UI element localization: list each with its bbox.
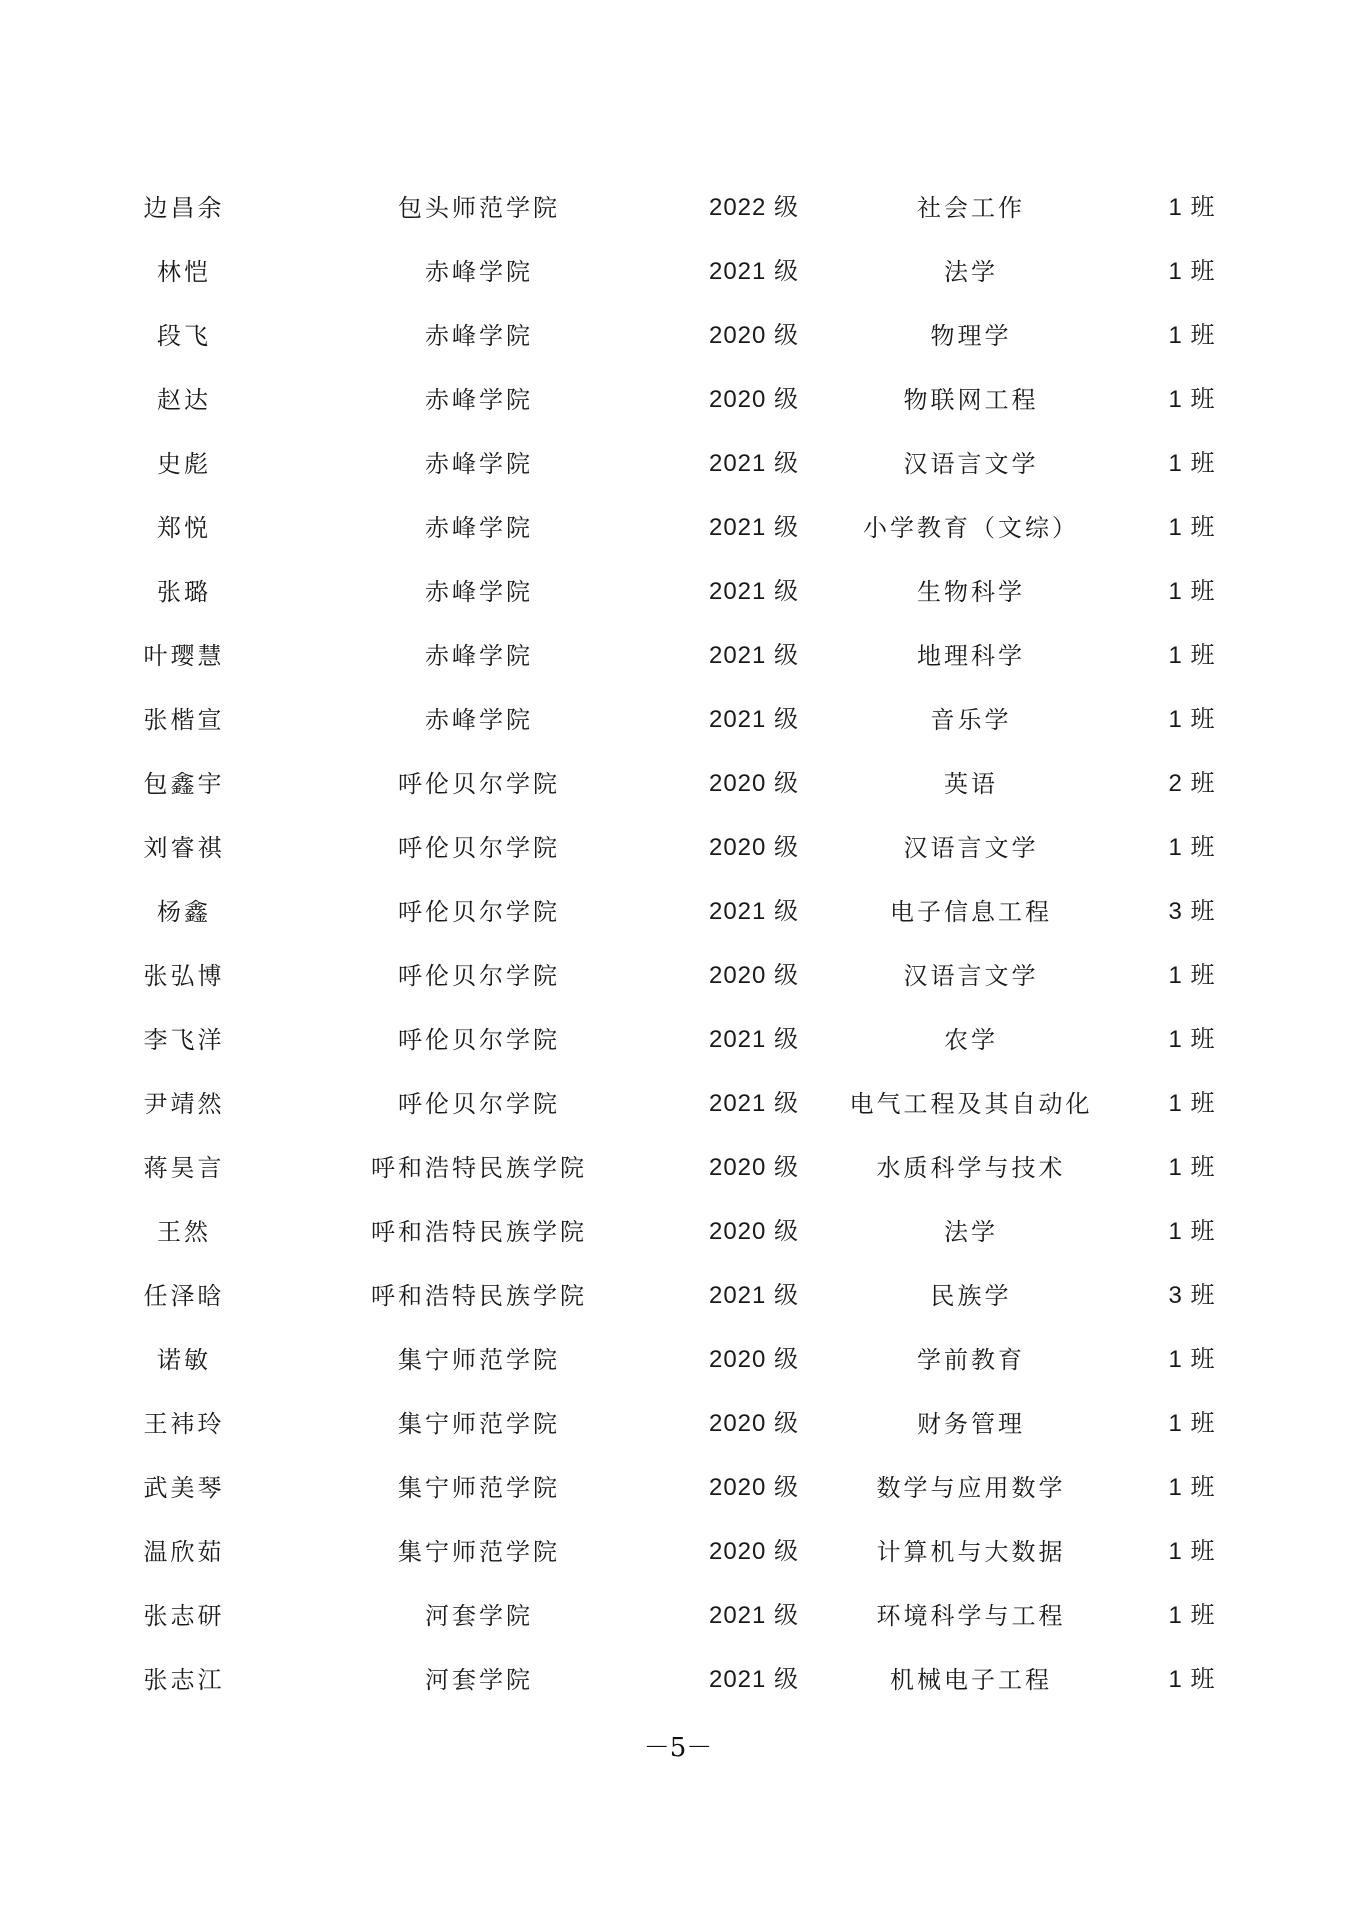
student-name: 张弘博 xyxy=(143,962,225,990)
school-name: 呼伦贝尔学院 xyxy=(398,962,560,990)
grade-year: 2020 级 xyxy=(708,1218,800,1245)
major-name: 英语 xyxy=(944,770,998,798)
school-name: 呼伦贝尔学院 xyxy=(398,770,560,798)
school-name: 包头师范学院 xyxy=(398,194,560,222)
student-name: 李飞洋 xyxy=(143,1026,225,1054)
major-name: 农学 xyxy=(944,1026,998,1054)
major-name: 数学与应用数学 xyxy=(876,1474,1066,1502)
major-name: 机械电子工程 xyxy=(890,1666,1052,1694)
grade-year: 2020 级 xyxy=(708,962,800,989)
class-number: 1 班 xyxy=(1168,322,1216,349)
major-name: 生物科学 xyxy=(917,578,1025,606)
table-row xyxy=(0,1520,1357,1584)
class-number: 1 班 xyxy=(1168,642,1216,669)
student-name: 边昌余 xyxy=(143,194,225,222)
student-name: 张璐 xyxy=(157,578,211,606)
major-name: 小学教育（文综） xyxy=(863,514,1079,542)
school-name: 赤峰学院 xyxy=(425,258,533,286)
student-name: 刘睿祺 xyxy=(143,834,225,862)
table-row xyxy=(0,1648,1357,1712)
school-name: 呼伦贝尔学院 xyxy=(398,898,560,926)
class-number: 1 班 xyxy=(1168,1474,1216,1501)
school-name: 集宁师范学院 xyxy=(398,1474,560,1502)
school-name: 呼和浩特民族学院 xyxy=(371,1218,587,1246)
school-name: 河套学院 xyxy=(425,1666,533,1694)
school-name: 赤峰学院 xyxy=(425,642,533,670)
table-row xyxy=(0,1008,1357,1072)
table-row xyxy=(0,1264,1357,1328)
grade-year: 2020 级 xyxy=(708,834,800,861)
grade-year: 2021 级 xyxy=(708,706,800,733)
student-name: 温欣茹 xyxy=(143,1538,225,1566)
student-name: 张楷宣 xyxy=(143,706,225,734)
school-name: 赤峰学院 xyxy=(425,386,533,414)
grade-year: 2021 级 xyxy=(708,1026,800,1053)
school-name: 呼伦贝尔学院 xyxy=(398,1026,560,1054)
major-name: 电气工程及其自动化 xyxy=(849,1090,1093,1118)
student-name: 赵达 xyxy=(157,386,211,414)
grade-year: 2021 级 xyxy=(708,514,800,541)
grade-year: 2021 级 xyxy=(708,1090,800,1117)
school-name: 呼和浩特民族学院 xyxy=(371,1154,587,1182)
major-name: 地理科学 xyxy=(917,642,1025,670)
grade-year: 2021 级 xyxy=(708,642,800,669)
class-number: 1 班 xyxy=(1168,1410,1216,1437)
table-row xyxy=(0,304,1357,368)
class-number: 1 班 xyxy=(1168,706,1216,733)
major-name: 计算机与大数据 xyxy=(876,1538,1066,1566)
major-name: 社会工作 xyxy=(917,194,1025,222)
grade-year: 2020 级 xyxy=(708,1154,800,1181)
class-number: 1 班 xyxy=(1168,258,1216,285)
table-row xyxy=(0,1200,1357,1264)
class-number: 1 班 xyxy=(1168,1666,1216,1693)
table-row xyxy=(0,560,1357,624)
class-number: 1 班 xyxy=(1168,1538,1216,1565)
school-name: 集宁师范学院 xyxy=(398,1346,560,1374)
class-number: 3 班 xyxy=(1168,1282,1216,1309)
school-name: 集宁师范学院 xyxy=(398,1410,560,1438)
major-name: 财务管理 xyxy=(917,1410,1025,1438)
student-name: 郑悦 xyxy=(157,514,211,542)
major-name: 电子信息工程 xyxy=(890,898,1052,926)
table-row xyxy=(0,752,1357,816)
major-name: 物理学 xyxy=(930,322,1012,350)
class-number: 1 班 xyxy=(1168,834,1216,861)
student-name: 包鑫宇 xyxy=(143,770,225,798)
major-name: 法学 xyxy=(944,258,998,286)
grade-year: 2022 级 xyxy=(708,194,800,221)
school-name: 赤峰学院 xyxy=(425,578,533,606)
class-number: 1 班 xyxy=(1168,194,1216,221)
grade-year: 2021 级 xyxy=(708,258,800,285)
school-name: 赤峰学院 xyxy=(425,706,533,734)
major-name: 环境科学与工程 xyxy=(876,1602,1066,1630)
student-name: 张志研 xyxy=(143,1602,225,1630)
major-name: 水质科学与技术 xyxy=(876,1154,1066,1182)
class-number: 1 班 xyxy=(1168,1090,1216,1117)
school-name: 集宁师范学院 xyxy=(398,1538,560,1566)
grade-year: 2020 级 xyxy=(708,1346,800,1373)
student-name: 杨鑫 xyxy=(157,898,211,926)
class-number: 1 班 xyxy=(1168,1026,1216,1053)
grade-year: 2021 级 xyxy=(708,898,800,925)
class-number: 1 班 xyxy=(1168,1346,1216,1373)
grade-year: 2021 级 xyxy=(708,1666,800,1693)
student-name: 叶璎慧 xyxy=(143,642,225,670)
table-row xyxy=(0,1584,1357,1648)
class-number: 1 班 xyxy=(1168,1602,1216,1629)
class-number: 2 班 xyxy=(1168,770,1216,797)
school-name: 河套学院 xyxy=(425,1602,533,1630)
table-row xyxy=(0,816,1357,880)
major-name: 汉语言文学 xyxy=(903,450,1039,478)
major-name: 民族学 xyxy=(930,1282,1012,1310)
table-row xyxy=(0,880,1357,944)
major-name: 物联网工程 xyxy=(903,386,1039,414)
class-number: 1 班 xyxy=(1168,1154,1216,1181)
school-name: 呼伦贝尔学院 xyxy=(398,834,560,862)
table-row xyxy=(0,1136,1357,1200)
grade-year: 2020 级 xyxy=(708,322,800,349)
student-name: 王袆玲 xyxy=(143,1410,225,1438)
student-name: 林恺 xyxy=(157,258,211,286)
major-name: 法学 xyxy=(944,1218,998,1246)
student-name: 任泽晗 xyxy=(143,1282,225,1310)
major-name: 汉语言文学 xyxy=(903,834,1039,862)
major-name: 学前教育 xyxy=(917,1346,1025,1374)
student-name: 张志江 xyxy=(143,1666,225,1694)
table-row xyxy=(0,240,1357,304)
table-row xyxy=(0,368,1357,432)
major-name: 汉语言文学 xyxy=(903,962,1039,990)
grade-year: 2020 级 xyxy=(708,1474,800,1501)
major-name: 音乐学 xyxy=(930,706,1012,734)
grade-year: 2021 级 xyxy=(708,1282,800,1309)
student-name: 史彪 xyxy=(157,450,211,478)
school-name: 呼和浩特民族学院 xyxy=(371,1282,587,1310)
table-row xyxy=(0,1072,1357,1136)
grade-year: 2021 级 xyxy=(708,450,800,477)
student-name: 诺敏 xyxy=(157,1346,211,1374)
class-number: 1 班 xyxy=(1168,450,1216,477)
class-number: 1 班 xyxy=(1168,1218,1216,1245)
class-number: 1 班 xyxy=(1168,578,1216,605)
student-roster xyxy=(0,176,1357,1712)
class-number: 3 班 xyxy=(1168,898,1216,925)
school-name: 呼伦贝尔学院 xyxy=(398,1090,560,1118)
table-row xyxy=(0,496,1357,560)
grade-year: 2021 级 xyxy=(708,578,800,605)
student-name: 王然 xyxy=(157,1218,211,1246)
grade-year: 2020 级 xyxy=(708,386,800,413)
student-name: 蒋昊言 xyxy=(143,1154,225,1182)
grade-year: 2020 级 xyxy=(708,1538,800,1565)
grade-year: 2020 级 xyxy=(708,1410,800,1437)
student-name: 尹靖然 xyxy=(143,1090,225,1118)
table-row xyxy=(0,624,1357,688)
table-row xyxy=(0,1328,1357,1392)
school-name: 赤峰学院 xyxy=(425,322,533,350)
page-number: －5－ xyxy=(643,1733,713,1763)
grade-year: 2021 级 xyxy=(708,1602,800,1629)
class-number: 1 班 xyxy=(1168,514,1216,541)
table-row xyxy=(0,688,1357,752)
table-row xyxy=(0,432,1357,496)
class-number: 1 班 xyxy=(1168,962,1216,989)
class-number: 1 班 xyxy=(1168,386,1216,413)
student-name: 武美琴 xyxy=(143,1474,225,1502)
school-name: 赤峰学院 xyxy=(425,514,533,542)
school-name: 赤峰学院 xyxy=(425,450,533,478)
grade-year: 2020 级 xyxy=(708,770,800,797)
table-row xyxy=(0,1392,1357,1456)
table-row xyxy=(0,176,1357,240)
table-row xyxy=(0,1456,1357,1520)
student-name: 段飞 xyxy=(157,322,211,350)
table-row xyxy=(0,944,1357,1008)
